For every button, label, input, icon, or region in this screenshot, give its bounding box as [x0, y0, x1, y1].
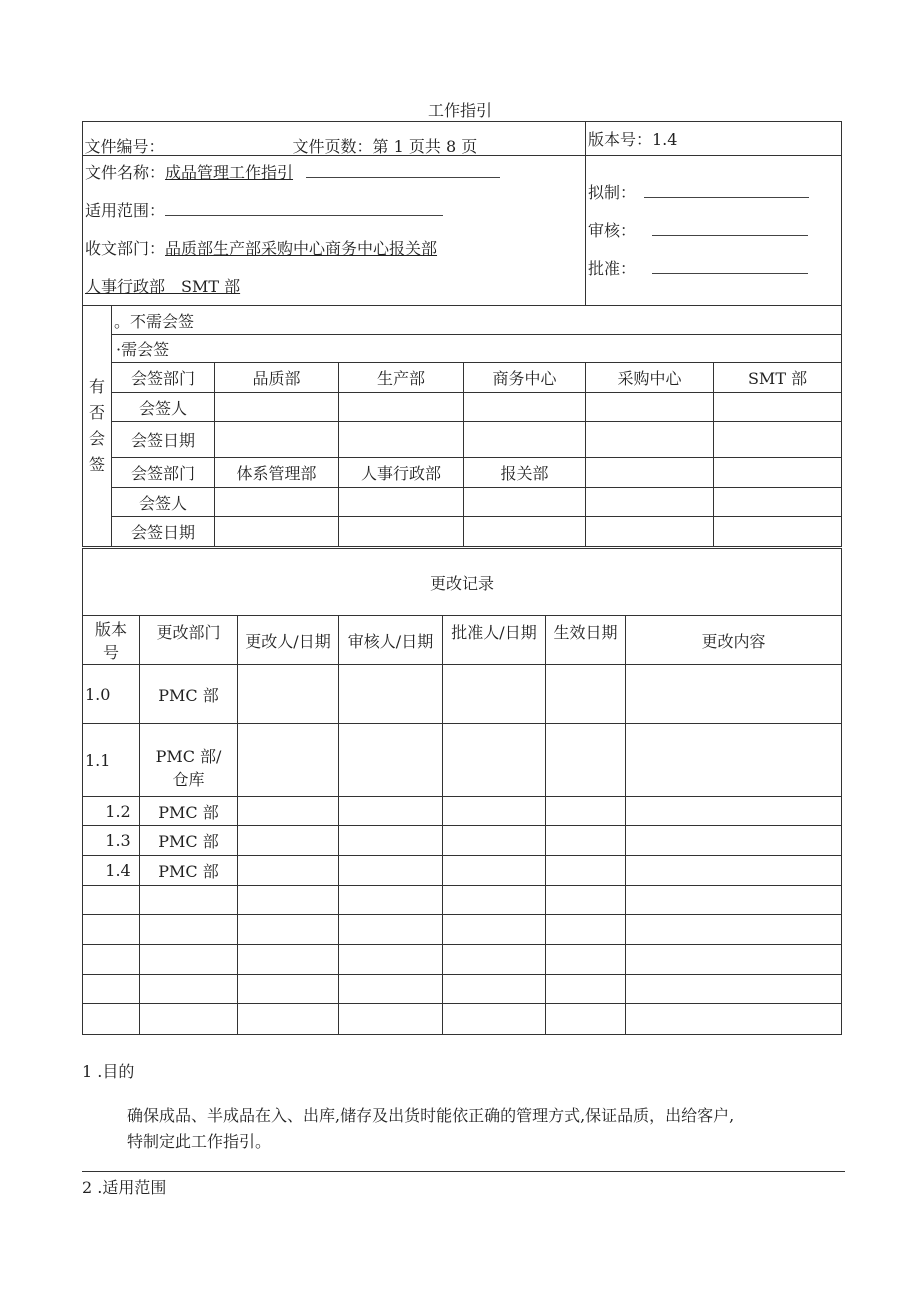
countersign-table	[82, 305, 842, 547]
scope-label: 适用范围：	[85, 201, 166, 220]
dept-cell: PMC 部/仓库	[140, 724, 238, 797]
version-label: 版本号：1.4	[588, 130, 678, 149]
pages-label: 文件页数：第 1 页共 8 页	[292, 136, 478, 156]
col-header-effective-date: 生效日期	[546, 616, 626, 665]
file-no-label: 文件编号：	[84, 136, 165, 156]
signer-cell[interactable]	[586, 488, 714, 517]
table-row	[83, 1004, 842, 1035]
section-1-title: 1 .目的	[82, 1062, 135, 1081]
drafted-label: 拟制：	[588, 183, 637, 202]
header-table	[82, 121, 842, 306]
table-row	[83, 945, 842, 975]
dept-cell: 商务中心	[464, 363, 586, 393]
table-row	[83, 665, 842, 724]
date-cell[interactable]	[714, 422, 842, 458]
drafted-blank	[644, 183, 809, 198]
signer-cell[interactable]	[339, 488, 464, 517]
approved-blank	[652, 259, 808, 274]
signer-cell[interactable]	[714, 488, 842, 517]
date-cell[interactable]	[586, 422, 714, 458]
version-cell: 1.4	[83, 856, 140, 886]
date-cell[interactable]	[464, 422, 586, 458]
document-title: 工作指引	[427, 101, 492, 120]
reviewed-label: 审核：	[588, 221, 637, 240]
approved-label: 批准：	[588, 259, 637, 278]
dept-cell	[714, 458, 842, 488]
date-cell[interactable]	[586, 517, 714, 547]
signer-cell[interactable]	[464, 393, 586, 422]
signer-cell[interactable]	[339, 393, 464, 422]
date-cell[interactable]	[339, 517, 464, 547]
dept-cell: 生产部	[339, 363, 464, 393]
date-cell[interactable]	[339, 422, 464, 458]
dept-cell: PMC 部	[140, 665, 238, 724]
table-row	[83, 886, 842, 915]
countersign-side-label: 有 否 会 签	[83, 306, 112, 547]
version-cell: 1.3	[83, 826, 140, 856]
option-no-countersign[interactable]: 。不需会签	[112, 306, 842, 335]
scope-blank	[165, 201, 443, 216]
dept-cell: SMT 部	[714, 363, 842, 393]
dept-cell: 品质部	[215, 363, 339, 393]
option-need-countersign[interactable]: ·需会签	[112, 335, 842, 363]
dept-cell: 体系管理部	[215, 458, 339, 488]
section-2-title: 2 .适用范围	[82, 1178, 167, 1197]
signer-cell[interactable]	[215, 488, 339, 517]
dept-cell: 报关部	[464, 458, 586, 488]
section-1-body-line-1: 确保成品、半成品在入、出库,储存及出货时能依正确的管理方式,保证品质，出给客户,	[127, 1106, 735, 1125]
signer-cell[interactable]	[714, 393, 842, 422]
col-header-changer: 更改人/日期	[238, 616, 339, 665]
dept-label-1: 会签部门	[112, 363, 215, 393]
table-row	[83, 856, 842, 886]
reviewed-blank	[652, 221, 808, 236]
change-log-table	[82, 548, 842, 1035]
date-cell[interactable]	[215, 422, 339, 458]
change-log-title: 更改记录	[83, 549, 842, 616]
version-cell: 1.0	[83, 665, 140, 724]
recipients-label: 收文部门：	[85, 239, 166, 258]
dept-cell: PMC 部	[140, 797, 238, 826]
table-row	[83, 797, 842, 826]
signer-label-1: 会签人	[112, 393, 215, 422]
version-cell: 1.1	[83, 724, 140, 797]
dept-cell: 人事行政部	[339, 458, 464, 488]
col-header-content: 更改内容	[626, 616, 842, 665]
section-divider	[82, 1171, 845, 1172]
date-cell[interactable]	[714, 517, 842, 547]
signer-cell[interactable]	[215, 393, 339, 422]
table-row	[83, 975, 842, 1004]
sign-date-label-2: 会签日期	[112, 517, 215, 547]
dept-cell: 采购中心	[586, 363, 714, 393]
dept-cell: PMC 部	[140, 856, 238, 886]
section-1-body-line-2: 特制定此工作指引。	[127, 1132, 272, 1151]
version-cell: 1.2	[83, 797, 140, 826]
table-row	[83, 826, 842, 856]
recipients-value: 品质部生产部采购中心商务中心报关部	[165, 239, 438, 258]
col-header-reviewer: 审核人/日期	[339, 616, 443, 665]
dept-label-2: 会签部门	[112, 458, 215, 488]
dept-cell	[586, 458, 714, 488]
section-1-body	[127, 1103, 847, 1155]
file-name-value: 成品管理工作指引	[165, 163, 294, 182]
signer-cell[interactable]	[586, 393, 714, 422]
date-cell[interactable]	[464, 517, 586, 547]
signer-cell[interactable]	[464, 488, 586, 517]
signer-label-2: 会签人	[112, 488, 215, 517]
col-header-version: 版本号	[83, 616, 140, 665]
col-header-approver: 批准人/日期	[443, 616, 546, 665]
dept-cell: PMC 部	[140, 826, 238, 856]
file-name-blank	[306, 163, 500, 178]
table-row	[83, 724, 842, 797]
sign-date-label-1: 会签日期	[112, 422, 215, 458]
recipients-value-2: 人事行政部 SMT 部	[85, 277, 241, 296]
date-cell[interactable]	[215, 517, 339, 547]
file-name-label: 文件名称：	[85, 163, 166, 182]
table-row	[83, 915, 842, 945]
col-header-dept: 更改部门	[140, 616, 238, 665]
